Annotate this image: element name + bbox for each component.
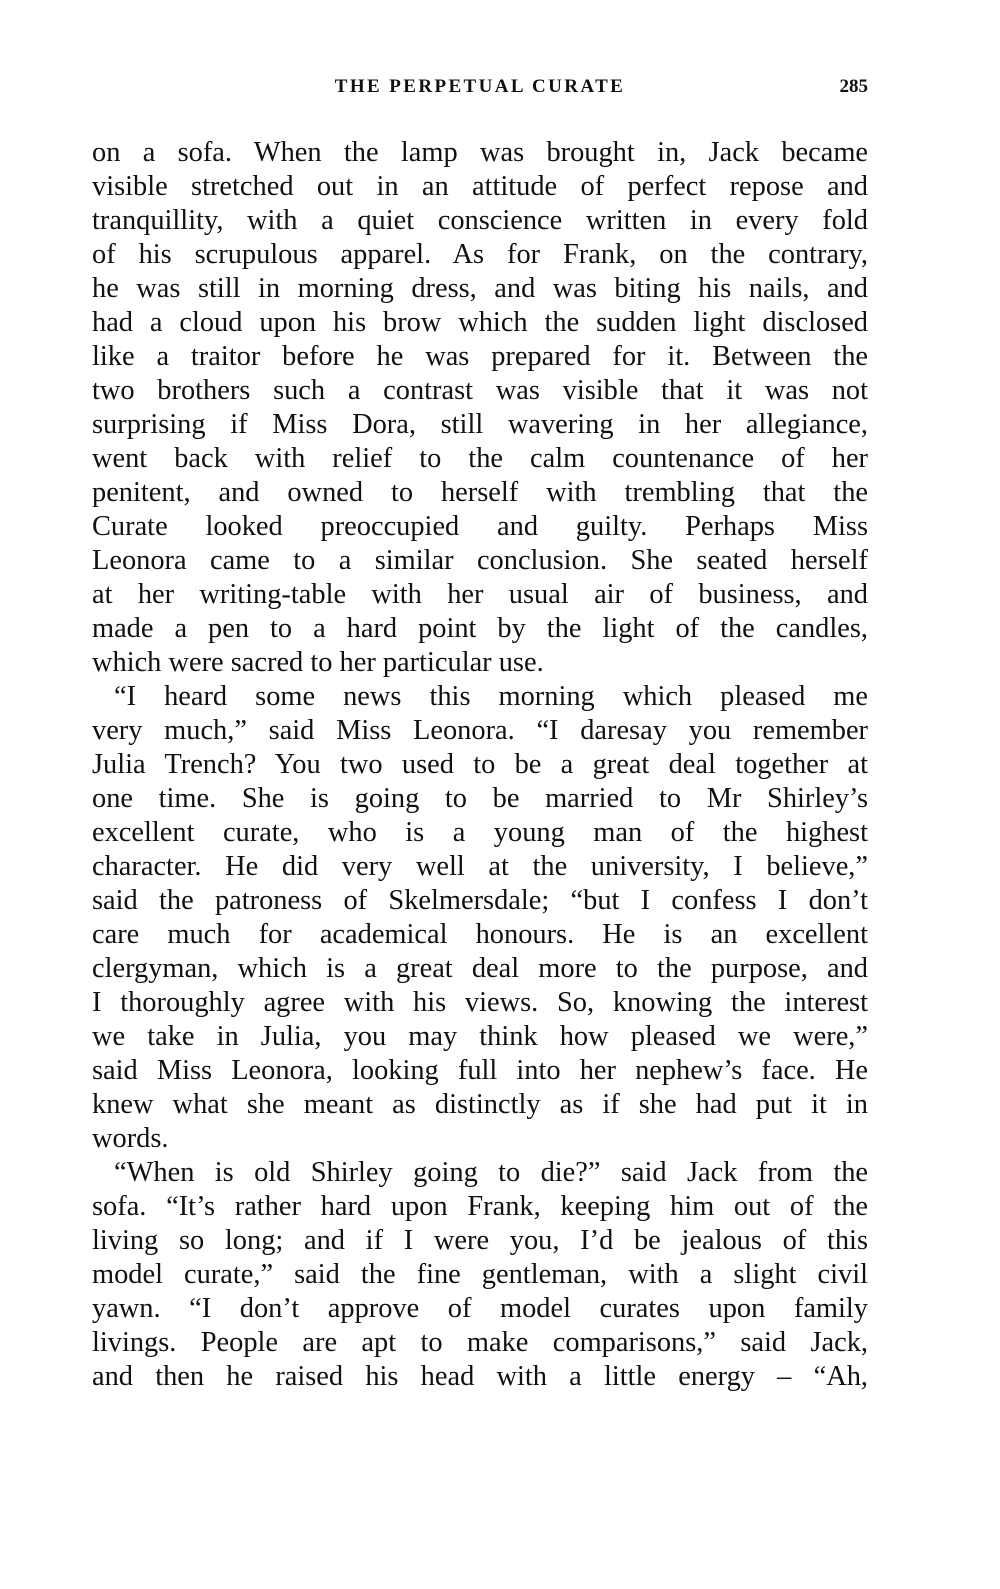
paragraph	[92, 136, 868, 680]
text-line: two brothers such a contrast was visible that it was not	[92, 375, 868, 406]
text-line: on a sofa. When the lamp was brought in, Jack became	[92, 137, 868, 168]
text-line: surprising if Miss Dora, still wavering in her allegiance,	[92, 409, 868, 440]
text-line: clergyman, which is a great deal more to the purpose, and	[92, 953, 868, 984]
text-line: of his scrupulous apparel. As for Frank, on the contrary,	[92, 239, 868, 270]
page-header	[92, 76, 868, 102]
text-line: he was still in morning dress, and was biting his nails, and	[92, 273, 868, 304]
text-line: words.	[92, 1123, 169, 1154]
text-line: “When is old Shirley going to die?” said Jack from the	[114, 1157, 868, 1188]
text-line: livings. People are apt to make comparisons,” said Jack,	[92, 1327, 868, 1358]
text-line: had a cloud upon his brow which the sudden light disclosed	[92, 307, 868, 338]
text-line: Curate looked preoccupied and guilty. Perhaps Miss	[92, 511, 868, 542]
text-line: visible stretched out in an attitude of perfect repose and	[92, 171, 868, 202]
text-line: excellent curate, who is a young man of the highest	[92, 817, 868, 848]
text-line: very much,” said Miss Leonora. “I daresay you remember	[92, 715, 868, 746]
text-line: character. He did very well at the university, I believe,”	[92, 851, 868, 882]
text-line: made a pen to a hard point by the light of the candles,	[92, 613, 868, 644]
text-line: went back with relief to the calm countenance of her	[92, 443, 868, 474]
text-line: said the patroness of Skelmersdale; “but I confess I don’t	[92, 885, 868, 916]
text-line: sofa. “It’s rather hard upon Frank, keeping him out of the	[92, 1191, 868, 1222]
text-line: living so long; and if I were you, I’d be jealous of this	[92, 1225, 868, 1256]
text-line: “I heard some news this morning which pleased me	[114, 681, 868, 712]
paragraph	[92, 680, 868, 1156]
text-line: Leonora came to a similar conclusion. She seated herself	[92, 545, 868, 576]
text-line: which were sacred to her particular use.	[92, 647, 544, 678]
text-line: one time. She is going to be married to Mr Shirley’s	[92, 783, 868, 814]
text-line: we take in Julia, you may think how pleased we were,”	[92, 1021, 868, 1052]
text-line: tranquillity, with a quiet conscience written in every fold	[92, 205, 868, 236]
text-line: like a traitor before he was prepared for it. Between the	[92, 341, 868, 372]
text-line: and then he raised his head with a little energy – “Ah,	[92, 1361, 868, 1392]
page-number: 285	[839, 76, 868, 97]
paragraph	[92, 1156, 868, 1394]
text-line: Julia Trench? You two used to be a great deal together at	[92, 749, 868, 780]
running-title: THE PERPETUAL CURATE	[334, 76, 626, 97]
text-line: care much for academical honours. He is an excellent	[92, 919, 868, 950]
text-line: model curate,” said the fine gentleman, with a slight civil	[92, 1259, 868, 1290]
text-line: said Miss Leonora, looking full into her nephew’s face. He	[92, 1055, 868, 1086]
text-line: knew what she meant as distinctly as if she had put it in	[92, 1089, 868, 1120]
text-line: I thoroughly agree with his views. So, knowing the interest	[92, 987, 868, 1018]
body-text	[92, 136, 868, 1394]
text-line: yawn. “I don’t approve of model curates upon family	[92, 1293, 868, 1324]
text-line: penitent, and owned to herself with trembling that the	[92, 477, 868, 508]
text-line: at her writing-table with her usual air of business, and	[92, 579, 868, 610]
